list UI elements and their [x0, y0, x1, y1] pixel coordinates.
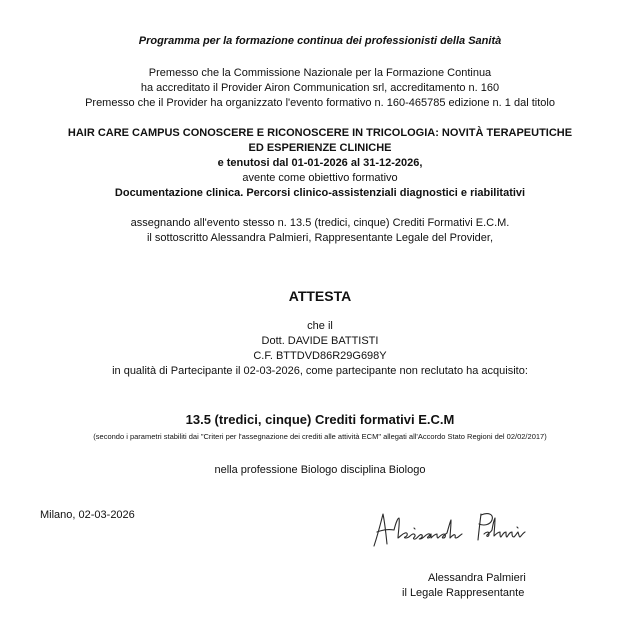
place-date: Milano, 02-03-2026 — [40, 509, 135, 521]
attesta-heading: ATTESTA — [288, 288, 352, 304]
participant-tax-code: C.F. BTTDVD86R29G698Y — [253, 350, 387, 362]
credits-note: (secondo i parametri stabiliti dai "Criteri per l'assegnazione dei crediti alle attività ECM" allegati all'Accordo Stato Regioni del 02/02/2017) — [93, 432, 547, 441]
premise-line-1: Premesso che la Commissione Nazionale per la Formazione Continua — [148, 67, 492, 79]
event-dates: e tenutosi dal 01-01-2026 al 31-12-2026, — [217, 157, 423, 169]
signatory-name: Alessandra Palmieri — [428, 572, 526, 584]
handwritten-signature — [368, 508, 530, 554]
event-title-line-2: ED ESPERIENZE CLINICHE — [248, 142, 392, 154]
event-title-line-1: HAIR CARE CAMPUS CONOSCERE E RICONOSCERE IN TRICOLOGIA: NOVITÀ TERAPEUTICHE — [67, 127, 573, 139]
participant-role: in qualità di Partecipante il 02-03-2026, come partecipante non reclutato ha acquisito: — [112, 365, 528, 377]
assignment-line-1: assegnando all'evento stesso n. 13.5 (tredici, cinque) Crediti Formativi E.C.M. — [130, 217, 510, 229]
participant-name: Dott. DAVIDE BATTISTI — [261, 335, 379, 347]
certificate-header: Programma per la formazione continua dei professionisti della Sanità — [138, 35, 502, 47]
participant-intro: che il — [307, 320, 333, 332]
premise-line-2: ha accreditato il Provider Airon Communication srl, accreditamento n. 160 — [140, 82, 500, 94]
assignment-line-2: il sottoscritto Alessandra Palmieri, Rappresentante Legale del Provider, — [146, 232, 494, 244]
credits-title: 13.5 (tredici, cinque) Crediti formativi E.C.M — [185, 412, 455, 427]
premise-line-3: Premesso che il Provider ha organizzato l'evento formativo n. 160-465785 edizione n. 1 dal titolo — [85, 97, 555, 109]
signatory-role: il Legale Rappresentante — [402, 587, 525, 599]
objective-intro: avente come obiettivo formativo — [242, 172, 398, 184]
event-objective: Documentazione clinica. Percorsi clinico-assistenziali diagnostici e riabilitativi — [114, 187, 526, 199]
profession-line: nella professione Biologo disciplina Biologo — [214, 464, 426, 476]
